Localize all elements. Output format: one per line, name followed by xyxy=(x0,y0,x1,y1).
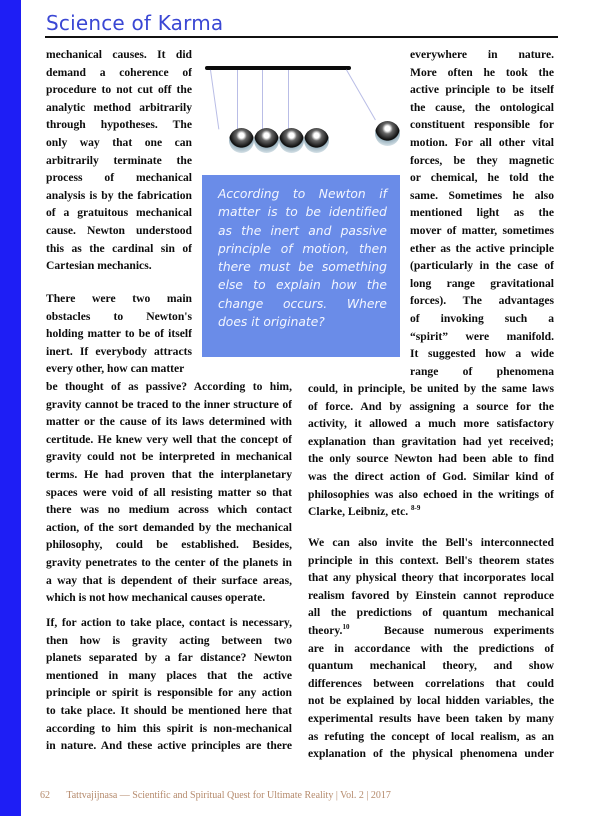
left-paragraph-2-wide: be thought of as passive? According to him, gravity cannot be traced to the inner structure of matter or the cause of its laws determined with certitude. He knew very well that the concept of gravity could not be interpreted in mechanical terms. He had proven that the interplanetary spaces were void of all resisting matter so that there was no medium across which contact action, of the sort demanded by the mechanical philosophy, could be established. Besides, gravity penetrates to the center of the planets in a way that is dependent of their surface areas, which is not how mechanical causes operate. xyxy=(46,380,292,605)
cradle-ball-swinging xyxy=(375,121,400,146)
cradle-string xyxy=(210,70,219,130)
header-rule xyxy=(45,36,558,38)
pull-quote-text: According to Newton if matter is to be identified as the inert and passive principle of motion, then there must be something else to explain how the change occurs. Where does it originate? xyxy=(218,187,387,330)
cradle-string xyxy=(288,70,289,130)
right-paragraph-1-wide: could, in principle, be united by the same laws of force. And by assigning a source for the activity, it allowed a much more satisfactory explanation than gravitation had yet received; the only source Newton had been able to find was the direct action of God. Similar kind of philosophies was also echoed in the writings of Clarke, Leibniz, etc. $^{8-9}$ xyxy=(308,380,554,521)
side-color-bar xyxy=(0,0,21,816)
left-paragraph-1: mechanical causes. It did demand a coherence of procedure to not cut off the analytic method arbitrarily through hypotheses. The only way that one can arbitrarily terminate the process of mechanical analysis is by the fabrication of a gratuitous mechanical cause. Newton understood this as the cardinal sin of Cartesian mechanics. xyxy=(46,48,192,273)
page-number: 62 xyxy=(40,790,50,801)
right-paragraph-2: We can also invite the Bell's interconnected principle in this context. Bell's theorem states that any physical theory that incorporates local realism favored by Einstein cannot reproduce all the predictions of quantum mechanical theory.$^{10}$ Because numerous experiments are in accordance with the predictions of quantum mechanical theory, and show differences between correlations that could not be explained by local hidden variables, the experimental results have been taken by many as refuting the concept of local realism, as an explanation of the physical phenomena under xyxy=(308,536,554,761)
citation-line: Clarke, Leibniz, etc. $^{8-9}$ xyxy=(308,504,421,519)
citation-superscript: 8-9 xyxy=(411,504,421,513)
right-paragraph-1-narrow: everywhere in nature. More often he took the active principle to be itself the cause, the ontological constituent responsible for motion. For all other vital forces, be they magnetic or chemical, he told the same. Sometimes he also mentioned light as the mover of matter, sometimes ether as the active principle (particularly in the case of long range gravitational forces). The advantages of invoking such a “spirit” were manifold. It suggested how a wide range of phenomena xyxy=(410,48,554,378)
cradle-string xyxy=(237,70,238,130)
newtons-cradle-icon xyxy=(200,56,400,146)
citation-superscript: 10 xyxy=(342,623,350,632)
left-paragraph-3: If, for action to take place, contact is necessary, then how is gravity acting between two planets separated by a far distance? Newton mentioned in many places that the active principle or spirit is responsible for any action to take place. It should be mentioned here that according to him this spirit is non-mechanical in nature. And these active principles are there xyxy=(46,616,292,753)
page-footer xyxy=(40,790,391,801)
theory-line: theory.$^{10}$ Because numerous experiments xyxy=(308,623,554,637)
cradle-string xyxy=(262,70,263,130)
cradle-ball xyxy=(254,128,279,153)
journal-title: Tattvajijnasa — Scientific and Spiritual Quest for Ultimate Reality | Vol. 2 | 2017 xyxy=(66,790,391,801)
cradle-rod xyxy=(205,66,351,70)
cradle-ball xyxy=(304,128,329,153)
cradle-ball xyxy=(229,128,254,153)
cradle-ball xyxy=(279,128,304,153)
pull-quote-box xyxy=(202,175,400,357)
section-title: Science of Karma xyxy=(46,11,224,35)
left-paragraph-2-narrow: There were two main obstacles to Newton's holding matter to be of itself inert. If everybody attracts every other, how can matter xyxy=(46,292,192,376)
cradle-string xyxy=(346,70,376,121)
